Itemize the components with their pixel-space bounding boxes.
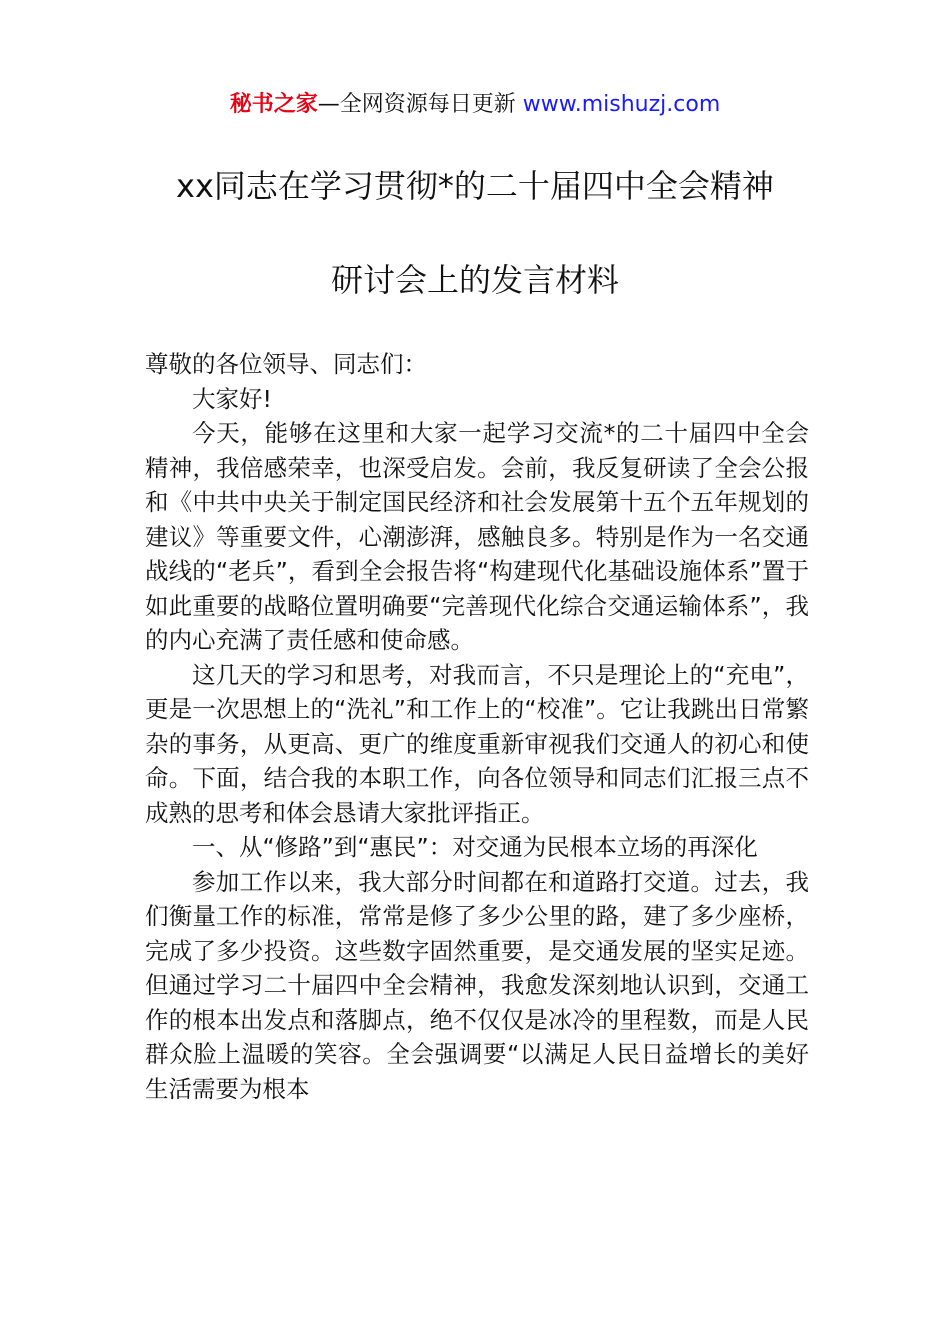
- paragraph: 参加工作以来，我大部分时间都在和道路打交道。过去，我们衡量工作的标准，常常是修了多少公里的路，建了多少座桥，完成了多少投资。这些数字固然重要，是交通发展的坚实足迹。但通过学习二十届四中全会精神，我愈发深刻地认识到，交通工作的根本出发点和落脚点，绝不仅仅是冰冷的里程数，而是人民群众脸上温暖的笑容。全会强调要“以满足人民日益增长的美好生活需要为根本: [145, 867, 809, 1103]
- salutation: 尊敬的各位领导、同志们：: [145, 350, 427, 378]
- greeting: 大家好!: [192, 384, 272, 413]
- brand-name: 秘书之家: [229, 92, 318, 117]
- site-url-link[interactable]: www.mishuzj.com: [522, 92, 721, 117]
- document-title-line-2: 研讨会上的发言材料: [330, 261, 619, 299]
- paragraph: 今天，能够在这里和大家一起学习交流*的二十届四中全会精神，我倍感荣幸，也深受启发。会前，我反复研读了全会公报和《中共中央关于制定国民经济和社会发展第十五个五年规划的建议》等重要文件，心潮澎湃，感触良多。特别是作为一名交通战线的“老兵”，看到全会报告将“构建现代化基础设施体系”置于如此重要的战略位置明确要“完善现代化综合交通运输体系”，我的内心充满了责任感和使命感。: [145, 419, 809, 654]
- header-tagline: —全网资源每日更新: [317, 92, 523, 117]
- document-body: [145, 347, 809, 1106]
- paragraph: 这几天的学习和思考，对我而言，不只是理论上的“充电”，更是一次思想上的“洗礼”和工作上的“校准”。它让我跳出日常繁杂的事务，从更高、更广的维度重新审视我们交通人的初心和使命。下面，结合我的本职工作，向各位领导和同志们汇报三点不成熟的思考和体会恳请大家批评指正。: [145, 660, 809, 827]
- section-heading: 一、从“修路”到“惠民”：对交通为民根本立场的再深化: [192, 833, 758, 861]
- document-title-line-1: xx同志在学习贯彻*的二十届四中全会精神: [176, 167, 774, 205]
- site-header: [0, 88, 950, 122]
